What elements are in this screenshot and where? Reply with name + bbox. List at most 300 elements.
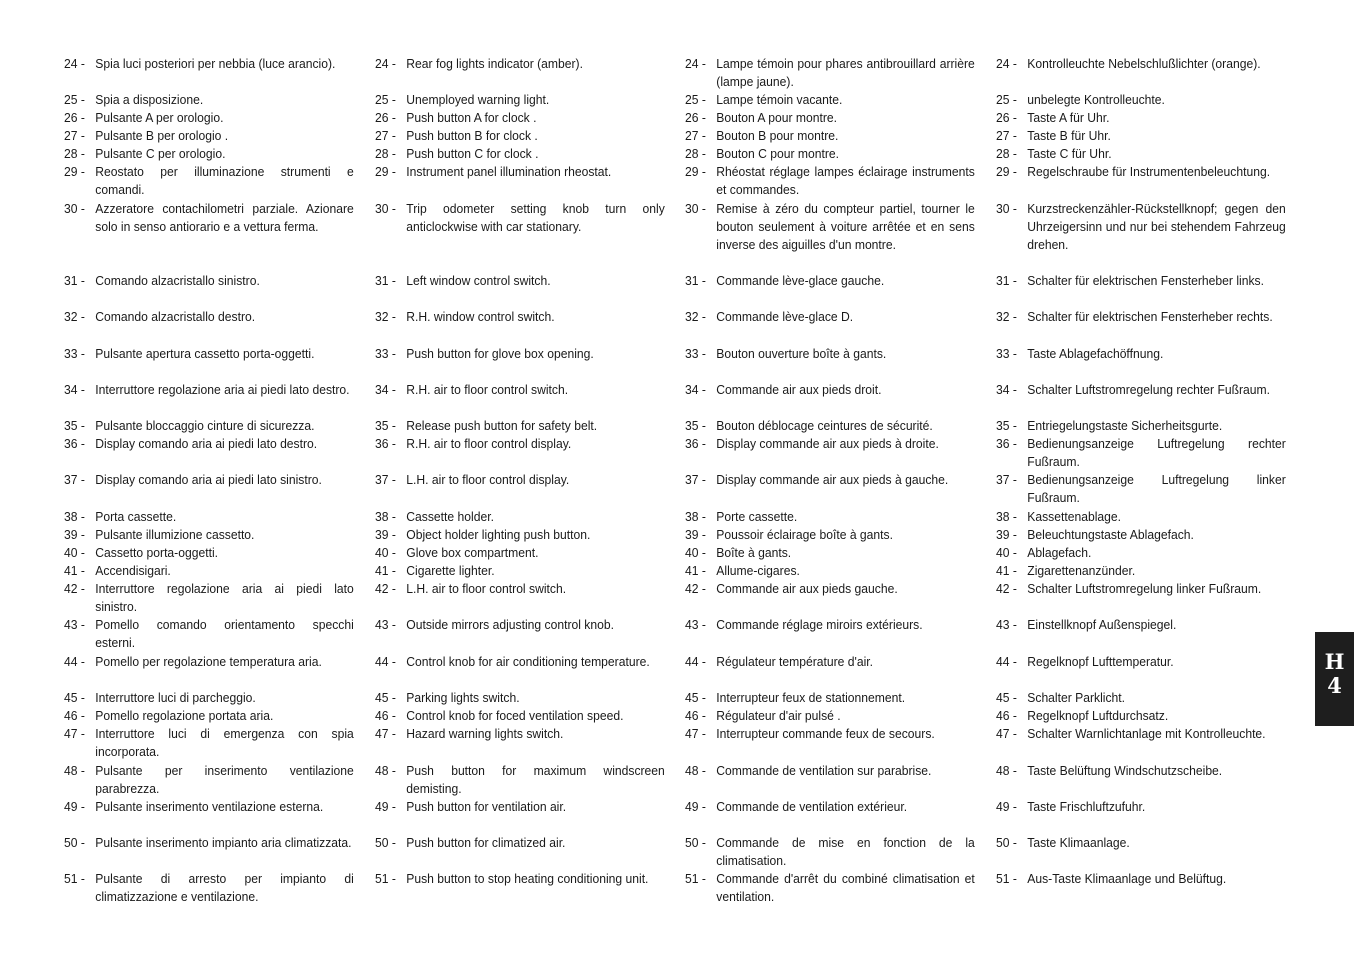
item-text: Azzeratore contachilometri parziale. Azionare solo in senso antiorario e a vettura ferma. [95, 201, 354, 235]
item-text: Schalter Warnlichtanlage mit Kontrolleuchte. [1027, 726, 1266, 741]
list-item [996, 762, 1286, 780]
item-text: Commande de ventilation sur parabrise. [716, 763, 932, 778]
item-number: 28 - [685, 146, 706, 161]
list-item [996, 707, 1286, 725]
item-number: 35 - [64, 418, 85, 433]
item-text: Cassetto porta-oggetti. [95, 545, 219, 560]
item-number: 49 - [375, 799, 396, 814]
item-number: 24 - [685, 56, 706, 71]
item-number: 46 - [996, 708, 1017, 723]
list-item [64, 345, 354, 363]
item-number: 43 - [996, 617, 1017, 632]
item-number: 30 - [64, 201, 85, 216]
list-item [64, 653, 354, 671]
item-number: 43 - [64, 617, 85, 632]
list-item [996, 798, 1286, 816]
item-text: Beleuchtungstaste Ablagefach. [1027, 527, 1194, 542]
item-text: Interrupteur feux de stationnement. [716, 690, 906, 705]
list-item [685, 834, 975, 870]
item-number: 51 - [64, 871, 85, 886]
item-number: 29 - [375, 164, 396, 179]
item-text: Push button for ventilation air. [406, 799, 567, 814]
item-number: 50 - [64, 835, 85, 850]
item-text: Lampe témoin vacante. [716, 92, 843, 107]
item-text: Commande lève-glace D. [716, 309, 854, 324]
item-text: Pomello per regolazione temperatura aria. [95, 654, 322, 669]
item-text: Kontrolleuchte Nebelschlußlichter (orange). [1027, 56, 1261, 71]
item-number: 32 - [64, 309, 85, 324]
item-text: Control knob for foced ventilation speed. [406, 708, 624, 723]
list-item [375, 381, 665, 399]
item-number: 44 - [64, 654, 85, 669]
list-item [996, 435, 1286, 471]
list-item [375, 689, 665, 707]
item-text: Schalter für elektrischen Fensterheber links. [1027, 273, 1264, 288]
list-item [375, 109, 665, 127]
item-number: 32 - [375, 309, 396, 324]
list-item [685, 762, 975, 780]
item-text: R.H. window control switch. [406, 309, 555, 324]
list-item [685, 200, 975, 254]
list-item [685, 417, 975, 435]
item-text: Display commande air aux pieds à droite. [716, 436, 939, 451]
list-item [375, 308, 665, 326]
list-item [375, 345, 665, 363]
list-item [685, 725, 975, 743]
item-number: 25 - [64, 92, 85, 107]
item-text: Pulsante C per orologio. [95, 146, 226, 161]
item-text: Regelknopf Lufttemperatur. [1027, 654, 1174, 669]
item-number: 45 - [685, 690, 706, 705]
item-text: Cigarette lighter. [406, 563, 495, 578]
item-text: Zigarettenanzünder. [1027, 563, 1136, 578]
item-number: 45 - [64, 690, 85, 705]
list-item [375, 870, 665, 888]
item-text: L.H. air to floor control display. [406, 472, 570, 487]
item-number: 42 - [996, 581, 1017, 596]
list-item [685, 526, 975, 544]
item-number: 38 - [685, 509, 706, 524]
item-text: Push button C for clock . [406, 146, 539, 161]
item-text: Commande lève-glace gauche. [716, 273, 885, 288]
item-text: Taste Klimaanlage. [1027, 835, 1130, 850]
item-number: 41 - [685, 563, 706, 578]
item-text: Porte cassette. [716, 509, 798, 524]
item-text: Push button for glove box opening. [406, 346, 594, 361]
item-text: Reostato per illuminazione strumenti e comandi. [95, 164, 354, 198]
list-item [375, 91, 665, 109]
list-item [375, 417, 665, 435]
item-number: 43 - [375, 617, 396, 632]
item-number: 44 - [996, 654, 1017, 669]
item-number: 24 - [996, 56, 1017, 71]
item-text: Push button for maximum windscreen demisting. [406, 763, 665, 797]
item-number: 44 - [375, 654, 396, 669]
item-text: Trip odometer setting knob turn only anticlockwise with car stationary. [406, 201, 665, 235]
item-text: Glove box compartment. [406, 545, 539, 560]
item-number: 36 - [996, 436, 1017, 451]
item-number: 37 - [64, 472, 85, 487]
list-item [685, 707, 975, 725]
item-text: Bouton C pour montre. [716, 146, 840, 161]
item-number: 49 - [64, 799, 85, 814]
item-number: 47 - [685, 726, 706, 741]
list-item [64, 308, 354, 326]
item-number: 31 - [375, 273, 396, 288]
item-text: Push button to stop heating conditioning unit. [406, 871, 649, 886]
list-item [375, 145, 665, 163]
list-item [996, 200, 1286, 254]
list-item [375, 471, 665, 489]
item-number: 44 - [685, 654, 706, 669]
item-number: 39 - [685, 527, 706, 542]
item-text: Push button B for clock . [406, 128, 538, 143]
item-number: 42 - [375, 581, 396, 596]
list-item [685, 471, 975, 489]
item-text: Bouton B pour montre. [716, 128, 839, 143]
item-text: Pulsante di arresto per impianto di climatizzazione e ventilazione. [95, 871, 354, 905]
item-number: 27 - [64, 128, 85, 143]
list-item [64, 163, 354, 199]
item-text: Schalter Parklicht. [1027, 690, 1126, 705]
item-number: 34 - [996, 382, 1017, 397]
item-number: 45 - [996, 690, 1017, 705]
item-number: 48 - [996, 763, 1017, 778]
item-number: 33 - [685, 346, 706, 361]
list-item [64, 91, 354, 109]
item-number: 28 - [64, 146, 85, 161]
item-text: Left window control switch. [406, 273, 551, 288]
list-item [685, 689, 975, 707]
list-item [64, 689, 354, 707]
item-text: Display commande air aux pieds à gauche. [716, 472, 949, 487]
item-text: Spia a disposizione. [95, 92, 204, 107]
item-text: Object holder lighting push button. [406, 527, 591, 542]
item-text: Pulsante bloccaggio cinture di sicurezza. [95, 418, 315, 433]
list-item [685, 798, 975, 816]
item-text: Allume-cigares. [716, 563, 800, 578]
list-item [996, 308, 1286, 326]
list-item [996, 127, 1286, 145]
list-item [64, 508, 354, 526]
list-item [685, 508, 975, 526]
item-text: Interruttore regolazione aria ai piedi lato sinistro. [95, 581, 354, 615]
list-item [375, 272, 665, 290]
item-text: Commande d'arrêt du combiné climatisation et ventilation. [716, 871, 975, 905]
item-number: 32 - [685, 309, 706, 324]
item-number: 37 - [996, 472, 1017, 487]
item-number: 45 - [375, 690, 396, 705]
list-item [685, 272, 975, 290]
list-item [375, 562, 665, 580]
item-number: 50 - [685, 835, 706, 850]
list-item [375, 544, 665, 562]
item-text: Commande air aux pieds gauche. [716, 581, 898, 596]
item-number: 26 - [996, 110, 1017, 125]
item-number: 31 - [996, 273, 1017, 288]
item-text: Comando alzacristallo sinistro. [95, 273, 260, 288]
item-number: 26 - [685, 110, 706, 125]
list-item [685, 653, 975, 671]
list-item [64, 870, 354, 906]
list-item [375, 526, 665, 544]
list-item [685, 91, 975, 109]
item-number: 40 - [375, 545, 396, 560]
item-number: 34 - [685, 382, 706, 397]
item-number: 25 - [375, 92, 396, 107]
item-text: Taste Belüftung Windschutzscheibe. [1027, 763, 1223, 778]
item-text: Commande air aux pieds droit. [716, 382, 882, 397]
item-text: Bouton A pour montre. [716, 110, 838, 125]
item-text: Taste Ablagefachöffnung. [1027, 346, 1164, 361]
item-text: Hazard warning lights switch. [406, 726, 564, 741]
list-item [64, 127, 354, 145]
item-number: 42 - [64, 581, 85, 596]
item-number: 28 - [996, 146, 1017, 161]
item-number: 38 - [375, 509, 396, 524]
item-text: Régulateur d'air pulsé . [716, 708, 841, 723]
item-number: 49 - [685, 799, 706, 814]
list-item [996, 55, 1286, 73]
list-item [375, 163, 665, 181]
list-item [64, 435, 354, 453]
item-number: 39 - [996, 527, 1017, 542]
item-number: 36 - [64, 436, 85, 451]
item-number: 47 - [996, 726, 1017, 741]
list-item [64, 417, 354, 435]
item-text: Push button A for clock . [406, 110, 537, 125]
item-text: Kassettenablage. [1027, 509, 1122, 524]
list-item [685, 381, 975, 399]
item-number: 46 - [375, 708, 396, 723]
item-text: Interruttore luci di emergenza con spia incorporata. [95, 726, 354, 760]
item-number: 37 - [685, 472, 706, 487]
item-text: Bouton déblocage ceintures de sécurité. [716, 418, 933, 433]
list-item [64, 562, 354, 580]
item-number: 31 - [64, 273, 85, 288]
list-item [64, 109, 354, 127]
item-text: L.H. air to floor control switch. [406, 581, 567, 596]
list-item [64, 272, 354, 290]
item-number: 36 - [375, 436, 396, 451]
section-number: 4 [1327, 673, 1342, 698]
list-item [996, 381, 1286, 399]
item-text: Rhéostat réglage lampes éclairage instruments et commandes. [716, 164, 975, 198]
item-number: 27 - [685, 128, 706, 143]
item-number: 48 - [685, 763, 706, 778]
list-item [996, 562, 1286, 580]
item-text: Display comando aria ai piedi lato destro. [95, 436, 318, 451]
item-number: 35 - [375, 418, 396, 433]
item-text: Rear fog lights indicator (amber). [406, 56, 583, 71]
item-text: Interruttore regolazione aria ai piedi lato destro. [95, 382, 350, 397]
item-text: Commande de ventilation extérieur. [716, 799, 908, 814]
item-number: 46 - [64, 708, 85, 723]
list-item [685, 109, 975, 127]
list-item [996, 834, 1286, 852]
item-text: Taste C für Uhr. [1027, 146, 1112, 161]
list-item [685, 345, 975, 363]
item-text: Régulateur température d'air. [716, 654, 874, 669]
list-item [996, 580, 1286, 598]
item-text: Pulsante inserimento impianto aria climatizzata. [95, 835, 352, 850]
item-number: 41 - [996, 563, 1017, 578]
item-number: 33 - [375, 346, 396, 361]
item-text: Commande réglage miroirs extérieurs. [716, 617, 923, 632]
list-item [996, 109, 1286, 127]
item-number: 38 - [996, 509, 1017, 524]
item-number: 37 - [375, 472, 396, 487]
item-number: 43 - [685, 617, 706, 632]
list-item [685, 562, 975, 580]
list-item [64, 798, 354, 816]
list-item [64, 55, 354, 73]
list-item [64, 200, 354, 236]
item-number: 28 - [375, 146, 396, 161]
list-item [996, 91, 1286, 109]
item-text: Regelschraube für Instrumentenbeleuchtung. [1027, 164, 1271, 179]
list-item [64, 762, 354, 798]
item-text: Push button for climatized air. [406, 835, 566, 850]
item-text: Pomello regolazione portata aria. [95, 708, 274, 723]
list-item [685, 544, 975, 562]
item-number: 51 - [375, 871, 396, 886]
item-text: Entriegelungstaste Sicherheitsgurte. [1027, 418, 1223, 433]
list-item [685, 435, 975, 453]
list-item [685, 870, 975, 906]
list-item [996, 471, 1286, 507]
item-text: Instrument panel illumination rheostat. [406, 164, 612, 179]
item-number: 50 - [375, 835, 396, 850]
item-number: 34 - [375, 382, 396, 397]
list-item [375, 725, 665, 743]
item-text: Poussoir éclairage boîte à gants. [716, 527, 893, 542]
item-number: 50 - [996, 835, 1017, 850]
item-text: Regelknopf Luftdurchsatz. [1027, 708, 1169, 723]
item-text: Pulsante A per orologio. [95, 110, 224, 125]
list-item [996, 145, 1286, 163]
list-item [685, 616, 975, 634]
list-item [64, 707, 354, 725]
item-number: 41 - [64, 563, 85, 578]
list-item [375, 435, 665, 453]
list-item [64, 526, 354, 544]
list-item [685, 308, 975, 326]
item-text: Aus-Taste Klimaanlage und Belüftug. [1027, 871, 1227, 886]
list-item [64, 544, 354, 562]
list-item [375, 580, 665, 598]
item-text: Taste Frischluftzufuhr. [1027, 799, 1146, 814]
item-number: 46 - [685, 708, 706, 723]
item-number: 48 - [375, 763, 396, 778]
list-item [685, 55, 975, 91]
item-number: 47 - [64, 726, 85, 741]
item-text: Cassette holder. [406, 509, 494, 524]
item-number: 48 - [64, 763, 85, 778]
item-number: 47 - [375, 726, 396, 741]
item-number: 40 - [996, 545, 1017, 560]
item-number: 26 - [375, 110, 396, 125]
list-item [685, 145, 975, 163]
item-number: 27 - [996, 128, 1017, 143]
item-text: Outside mirrors adjusting control knob. [406, 617, 614, 632]
item-text: Pulsante inserimento ventilazione esterna. [95, 799, 324, 814]
item-text: Control knob for air conditioning temperature. [406, 654, 650, 669]
item-text: Porta cassette. [95, 509, 177, 524]
item-number: 31 - [685, 273, 706, 288]
item-text: Accendisigari. [95, 563, 171, 578]
item-number: 39 - [375, 527, 396, 542]
item-number: 27 - [375, 128, 396, 143]
item-text: Pulsante per inserimento ventilazione parabrezza. [95, 763, 354, 797]
item-number: 39 - [64, 527, 85, 542]
list-item [375, 798, 665, 816]
item-text: Ablagefach. [1027, 545, 1092, 560]
item-text: Taste A für Uhr. [1027, 110, 1110, 125]
item-text: Spia luci posteriori per nebbia (luce arancio). [95, 56, 336, 71]
list-item [685, 127, 975, 145]
item-text: Commande de mise en fonction de la climatisation. [716, 835, 975, 869]
item-text: Display comando aria ai piedi lato sinistro. [95, 472, 322, 487]
item-text: R.H. air to floor control display. [406, 436, 572, 451]
item-number: 25 - [685, 92, 706, 107]
item-number: 35 - [685, 418, 706, 433]
item-number: 40 - [64, 545, 85, 560]
item-text: Pulsante apertura cassetto porta-oggetti. [95, 346, 315, 361]
item-text: Release push button for safety belt. [406, 418, 598, 433]
item-text: Einstellknopf Außenspiegel. [1027, 617, 1177, 632]
list-item [996, 544, 1286, 562]
item-number: 30 - [685, 201, 706, 216]
item-number: 30 - [996, 201, 1017, 216]
list-item [996, 526, 1286, 544]
item-text: unbelegte Kontrolleuchte. [1027, 92, 1165, 107]
list-item [64, 381, 354, 399]
item-number: 40 - [685, 545, 706, 560]
list-item [996, 616, 1286, 634]
list-item [685, 163, 975, 199]
list-item [996, 653, 1286, 671]
list-item [996, 345, 1286, 363]
item-number: 30 - [375, 201, 396, 216]
list-item [996, 163, 1286, 181]
item-text: Lampe témoin pour phares antibrouillard arrière (lampe jaune). [716, 56, 975, 90]
list-item [996, 417, 1286, 435]
item-text: Schalter Luftstromregelung rechter Fußraum. [1027, 382, 1271, 397]
list-item [996, 870, 1286, 888]
list-item [375, 707, 665, 725]
list-item [375, 616, 665, 634]
list-item [375, 55, 665, 73]
item-text: Pulsante B per orologio . [95, 128, 229, 143]
item-text: Schalter für elektrischen Fensterheber rechts. [1027, 309, 1273, 324]
list-item [996, 508, 1286, 526]
list-item [64, 580, 354, 616]
item-text: Unemployed warning light. [406, 92, 550, 107]
item-number: 33 - [64, 346, 85, 361]
item-number: 49 - [996, 799, 1017, 814]
list-item [64, 616, 354, 652]
item-number: 35 - [996, 418, 1017, 433]
item-text: Comando alzacristallo destro. [95, 309, 256, 324]
section-letter: H [1324, 649, 1345, 674]
item-text: R.H. air to floor control switch. [406, 382, 569, 397]
item-number: 26 - [64, 110, 85, 125]
section-tab [1315, 632, 1354, 726]
list-item [375, 200, 665, 236]
list-item [375, 834, 665, 852]
item-number: 34 - [64, 382, 85, 397]
